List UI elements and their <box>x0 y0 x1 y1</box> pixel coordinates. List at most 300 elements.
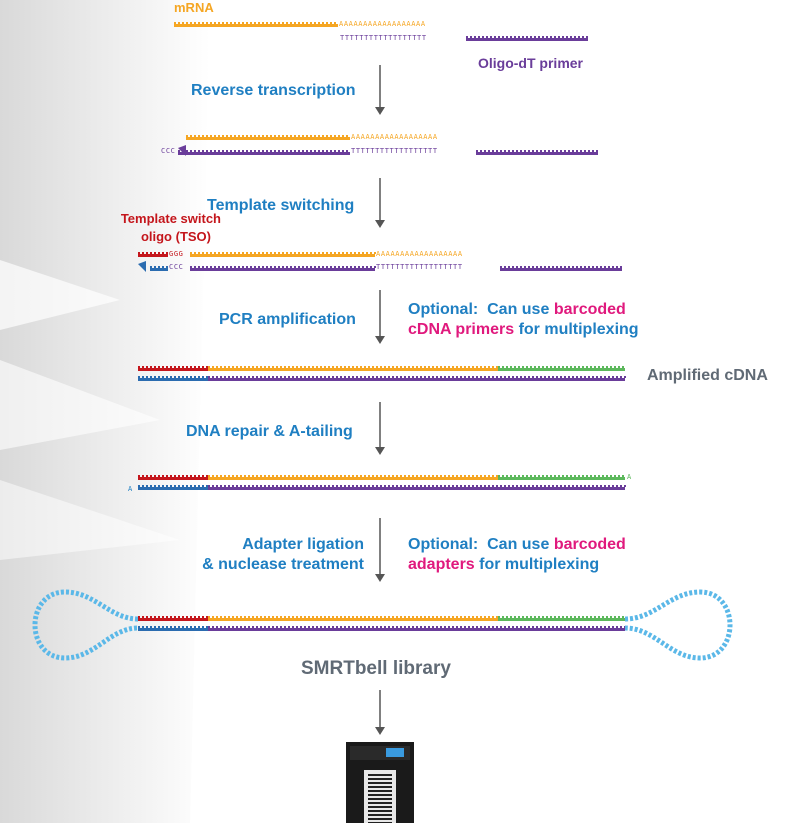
nucleotide-tick <box>202 376 204 378</box>
step-template-switching: Template switching <box>207 197 355 214</box>
nucleotide-tick <box>174 616 176 618</box>
nucleotide-tick <box>588 485 590 487</box>
nucleotide-tick <box>502 616 504 618</box>
nucleotide-tick <box>350 266 352 268</box>
nucleotide-tick <box>266 150 268 152</box>
nucleotide-tick <box>608 485 610 487</box>
nucleotide-tick <box>348 485 350 487</box>
nucleotide-tick <box>186 366 188 368</box>
ccc-2: CCC <box>161 147 176 155</box>
nucleotide-tick <box>424 376 426 378</box>
nucleotide-tick <box>608 376 610 378</box>
nucleotide-tick <box>174 366 176 368</box>
nucleotide-tick <box>236 376 238 378</box>
nucleotide-tick <box>304 475 306 477</box>
nucleotide-tick <box>142 485 144 487</box>
nucleotide-tick <box>352 626 354 628</box>
nucleotide-tick <box>456 626 458 628</box>
nucleotide-tick <box>358 266 360 268</box>
nucleotide-tick <box>532 485 534 487</box>
nucleotide-tick <box>618 475 620 477</box>
cdna-strand-3 <box>190 268 375 271</box>
nucleotide-tick <box>452 485 454 487</box>
nucleotide-tick <box>246 135 248 137</box>
nucleotide-tick <box>436 485 438 487</box>
nucleotide-tick <box>428 376 430 378</box>
nucleotide-tick <box>620 626 622 628</box>
nucleotide-tick <box>582 616 584 618</box>
nucleotide-tick <box>580 150 582 152</box>
nucleotide-tick <box>182 475 184 477</box>
nucleotide-tick <box>236 616 238 618</box>
nucleotide-tick <box>416 626 418 628</box>
nucleotide-tick <box>376 366 378 368</box>
nucleotide-tick <box>352 485 354 487</box>
nucleotide-tick <box>584 626 586 628</box>
nucleotide-tick <box>162 266 164 268</box>
nucleotide-tick <box>570 366 572 368</box>
nucleotide-tick <box>598 475 600 477</box>
nucleotide-tick <box>162 252 164 254</box>
nucleotide-tick <box>244 475 246 477</box>
nucleotide-tick <box>596 485 598 487</box>
nucleotide-tick <box>616 376 618 378</box>
nucleotide-tick <box>258 150 260 152</box>
nucleotide-tick <box>516 266 518 268</box>
nucleotide-tick <box>294 22 296 24</box>
nucleotide-tick <box>578 616 580 618</box>
nucleotide-tick <box>256 366 258 368</box>
nucleotide-tick <box>552 150 554 152</box>
nucleotide-tick <box>424 626 426 628</box>
nucleotide-tick <box>302 22 304 24</box>
nucleotide-tick <box>258 266 260 268</box>
nucleotide-tick <box>340 366 342 368</box>
nucleotide-tick <box>404 616 406 618</box>
nucleotide-tick <box>330 266 332 268</box>
nucleotide-tick <box>206 626 208 628</box>
nucleotide-tick <box>586 366 588 368</box>
nucleotide-tick <box>138 485 140 487</box>
nucleotide-tick <box>538 475 540 477</box>
nucleotide-tick <box>492 485 494 487</box>
nucleotide-tick <box>432 475 434 477</box>
nucleotide-tick <box>536 266 538 268</box>
nucleotide-tick <box>522 36 524 38</box>
nucleotide-tick <box>206 376 208 378</box>
nucleotide-tick <box>228 475 230 477</box>
nucleotide-tick <box>142 616 144 618</box>
nucleotide-tick <box>370 266 372 268</box>
nucleotide-tick <box>256 485 258 487</box>
nucleotide-tick <box>518 616 520 618</box>
nucleotide-tick <box>224 475 226 477</box>
nucleotide-tick <box>624 485 626 487</box>
nucleotide-tick <box>538 616 540 618</box>
ligation-note-optional: Optional: <box>408 536 479 553</box>
nucleotide-tick <box>568 485 570 487</box>
nucleotide-tick <box>514 616 516 618</box>
nucleotide-tick <box>254 266 256 268</box>
nucleotide-tick <box>490 36 492 38</box>
nucleotide-tick <box>580 626 582 628</box>
nucleotide-tick <box>316 376 318 378</box>
nucleotide-tick <box>486 36 488 38</box>
nucleotide-tick <box>544 485 546 487</box>
nucleotide-tick <box>342 266 344 268</box>
nucleotide-tick <box>288 485 290 487</box>
nucleotide-tick <box>356 366 358 368</box>
nucleotide-tick <box>550 475 552 477</box>
nucleotide-tick <box>276 485 278 487</box>
nucleotide-tick <box>376 475 378 477</box>
nucleotide-tick <box>578 366 580 368</box>
nucleotide-tick <box>560 485 562 487</box>
nucleotide-tick <box>210 266 212 268</box>
nucleotide-tick <box>218 150 220 152</box>
nucleotide-tick <box>416 366 418 368</box>
pcr-note-can-use: Can use <box>487 301 550 318</box>
nucleotide-tick <box>312 616 314 618</box>
nucleotide-tick <box>194 376 196 378</box>
nucleotide-tick <box>230 150 232 152</box>
nucleotide-tick <box>552 626 554 628</box>
nucleotide-tick <box>210 252 212 254</box>
nucleotide-tick <box>194 22 196 24</box>
nucleotide-tick <box>594 616 596 618</box>
nucleotide-tick <box>452 376 454 378</box>
nucleotide-tick <box>562 475 564 477</box>
nucleotide-tick <box>270 22 272 24</box>
nucleotide-tick <box>512 376 514 378</box>
nucleotide-tick <box>256 626 258 628</box>
nucleotide-tick <box>236 485 238 487</box>
nucleotide-tick <box>314 266 316 268</box>
nucleotide-tick <box>464 366 466 368</box>
nucleotide-tick <box>412 366 414 368</box>
nucleotide-tick <box>526 616 528 618</box>
nucleotide-tick <box>166 616 168 618</box>
nucleotide-tick <box>324 485 326 487</box>
nucleotide-tick <box>142 626 144 628</box>
nucleotide-tick <box>262 150 264 152</box>
nucleotide-tick <box>298 252 300 254</box>
nucleotide-tick <box>468 626 470 628</box>
nucleotide-tick <box>268 485 270 487</box>
nucleotide-tick <box>292 376 294 378</box>
nucleotide-tick <box>580 266 582 268</box>
nucleotide-tick <box>376 616 378 618</box>
nucleotide-tick <box>502 36 504 38</box>
nucleotide-tick <box>480 366 482 368</box>
nucleotide-tick <box>338 135 340 137</box>
nucleotide-tick <box>552 376 554 378</box>
nucleotide-tick <box>508 626 510 628</box>
nucleotide-tick <box>546 475 548 477</box>
nucleotide-tick <box>562 616 564 618</box>
nucleotide-tick <box>264 366 266 368</box>
nucleotide-tick <box>420 626 422 628</box>
nucleotide-tick <box>278 266 280 268</box>
nucleotide-tick <box>186 485 188 487</box>
nucleotide-tick <box>194 626 196 628</box>
nucleotide-tick <box>606 616 608 618</box>
nucleotide-tick <box>456 366 458 368</box>
nucleotide-tick <box>186 150 188 152</box>
nucleotide-tick <box>166 485 168 487</box>
nucleotide-tick <box>194 135 196 137</box>
ligation-note-line2 <box>408 555 599 574</box>
nucleotide-tick <box>306 150 308 152</box>
nucleotide-tick <box>270 150 272 152</box>
nucleotide-tick <box>252 475 254 477</box>
nucleotide-tick <box>286 266 288 268</box>
ligation-note-adapters: adapters <box>408 556 475 573</box>
sequencer-vent <box>368 818 392 820</box>
left-hairpin-adapter <box>35 592 138 658</box>
nucleotide-tick <box>300 626 302 628</box>
nucleotide-tick <box>138 366 140 368</box>
nucleotide-tick <box>308 626 310 628</box>
nucleotide-tick <box>356 626 358 628</box>
nucleotide-tick <box>332 485 334 487</box>
nucleotide-tick <box>532 376 534 378</box>
nucleotide-tick <box>318 252 320 254</box>
polyt-2: TTTTTTTTTTTTTTTTTT <box>351 147 438 155</box>
nucleotide-tick <box>488 485 490 487</box>
nucleotide-tick <box>540 150 542 152</box>
nucleotide-tick <box>150 376 152 378</box>
nucleotide-tick <box>340 376 342 378</box>
oligo-dt-strand-3 <box>500 268 622 271</box>
nucleotide-tick <box>476 616 478 618</box>
nucleotide-tick <box>524 626 526 628</box>
nucleotide-tick <box>308 616 310 618</box>
nucleotide-tick <box>384 616 386 618</box>
nucleotide-tick <box>452 366 454 368</box>
nucleotide-tick <box>302 252 304 254</box>
nucleotide-tick <box>416 376 418 378</box>
nucleotide-tick <box>186 616 188 618</box>
nucleotide-tick <box>550 616 552 618</box>
nucleotide-tick <box>464 485 466 487</box>
nucleotide-tick <box>236 475 238 477</box>
nucleotide-tick <box>320 366 322 368</box>
nucleotide-tick <box>554 366 556 368</box>
nucleotide-tick <box>310 150 312 152</box>
nucleotide-tick <box>420 616 422 618</box>
nucleotide-tick <box>372 616 374 618</box>
nucleotide-tick <box>224 626 226 628</box>
nucleotide-tick <box>242 266 244 268</box>
nucleotide-tick <box>182 366 184 368</box>
nucleotide-tick <box>612 376 614 378</box>
nucleotide-tick <box>260 475 262 477</box>
nucleotide-tick <box>332 376 334 378</box>
nucleotide-tick <box>320 616 322 618</box>
nucleotide-tick <box>564 626 566 628</box>
nucleotide-tick <box>360 626 362 628</box>
nucleotide-tick <box>372 626 374 628</box>
nucleotide-tick <box>492 376 494 378</box>
nucleotide-tick <box>206 475 208 477</box>
nucleotide-tick <box>584 266 586 268</box>
nucleotide-tick <box>294 266 296 268</box>
nucleotide-tick <box>290 135 292 137</box>
nucleotide-tick <box>336 616 338 618</box>
nucleotide-tick <box>202 366 204 368</box>
nucleotide-tick <box>332 616 334 618</box>
amp-red <box>138 368 208 371</box>
nucleotide-tick <box>444 626 446 628</box>
nucleotide-tick <box>558 475 560 477</box>
polyt-1: TTTTTTTTTTTTTTTTTT <box>340 34 427 42</box>
nucleotide-tick <box>614 616 616 618</box>
nucleotide-tick <box>296 485 298 487</box>
nucleotide-tick <box>186 626 188 628</box>
nucleotide-tick <box>492 475 494 477</box>
nucleotide-tick <box>262 22 264 24</box>
nucleotide-tick <box>472 475 474 477</box>
nucleotide-tick <box>534 616 536 618</box>
nucleotide-tick <box>328 626 330 628</box>
nucleotide-tick <box>536 626 538 628</box>
nucleotide-tick <box>288 366 290 368</box>
nucleotide-tick <box>604 266 606 268</box>
nucleotide-tick <box>396 366 398 368</box>
nucleotide-tick <box>368 475 370 477</box>
nucleotide-tick <box>590 366 592 368</box>
nucleotide-tick <box>520 376 522 378</box>
nucleotide-tick <box>190 22 192 24</box>
nucleotide-tick <box>448 626 450 628</box>
nucleotide-tick <box>190 135 192 137</box>
nucleotide-tick <box>202 616 204 618</box>
nucleotide-tick <box>190 626 192 628</box>
pcr-note-line1 <box>408 300 626 319</box>
nucleotide-tick <box>214 266 216 268</box>
nucleotide-tick <box>602 366 604 368</box>
nucleotide-tick <box>558 36 560 38</box>
nucleotide-tick <box>166 252 168 254</box>
nucleotide-tick <box>356 485 358 487</box>
nucleotide-tick <box>540 626 542 628</box>
nucleotide-tick <box>516 150 518 152</box>
nucleotide-tick <box>400 366 402 368</box>
nucleotide-tick <box>576 376 578 378</box>
nucleotide-tick <box>594 366 596 368</box>
sequencer-vent <box>368 814 392 816</box>
nucleotide-tick <box>528 150 530 152</box>
nucleotide-tick <box>228 626 230 628</box>
nucleotide-tick <box>146 366 148 368</box>
nucleotide-tick <box>162 376 164 378</box>
polya-tail-3: AAAAAAAAAAAAAAAAAA <box>376 250 463 258</box>
nucleotide-tick <box>526 475 528 477</box>
nucleotide-tick <box>288 626 290 628</box>
nucleotide-tick <box>388 366 390 368</box>
nucleotide-tick <box>500 376 502 378</box>
nucleotide-tick <box>500 150 502 152</box>
nucleotide-tick <box>292 485 294 487</box>
nucleotide-tick <box>546 616 548 618</box>
nucleotide-tick <box>292 626 294 628</box>
nucleotide-tick <box>326 135 328 137</box>
nucleotide-tick <box>212 475 214 477</box>
nucleotide-tick <box>268 616 270 618</box>
nucleotide-tick <box>326 266 328 268</box>
nucleotide-tick <box>212 485 214 487</box>
nucleotide-tick <box>268 475 270 477</box>
nucleotide-tick <box>216 376 218 378</box>
nucleotide-tick <box>278 252 280 254</box>
nucleotide-tick <box>522 366 524 368</box>
nucleotide-tick <box>322 135 324 137</box>
nucleotide-tick <box>504 626 506 628</box>
nucleotide-tick <box>408 376 410 378</box>
nucleotide-tick <box>250 135 252 137</box>
nucleotide-tick <box>288 616 290 618</box>
nucleotide-tick <box>334 252 336 254</box>
nucleotide-tick <box>572 150 574 152</box>
nucleotide-tick <box>404 626 406 628</box>
nucleotide-tick <box>596 376 598 378</box>
nucleotide-tick <box>588 626 590 628</box>
nucleotide-tick <box>316 475 318 477</box>
nucleotide-tick <box>212 366 214 368</box>
nucleotide-tick <box>286 22 288 24</box>
nucleotide-tick <box>276 475 278 477</box>
nucleotide-tick <box>316 485 318 487</box>
nucleotide-tick <box>190 485 192 487</box>
nucleotide-tick <box>208 616 210 618</box>
nucleotide-tick <box>360 485 362 487</box>
nucleotide-tick <box>570 36 572 38</box>
nucleotide-tick <box>312 626 314 628</box>
nucleotide-tick <box>206 150 208 152</box>
nucleotide-tick <box>178 22 180 24</box>
nucleotide-tick <box>286 252 288 254</box>
nucleotide-tick <box>620 266 622 268</box>
nucleotide-tick <box>324 626 326 628</box>
nucleotide-tick <box>436 616 438 618</box>
nucleotide-tick <box>596 150 598 152</box>
nucleotide-tick <box>510 366 512 368</box>
nucleotide-tick <box>364 626 366 628</box>
nucleotide-tick <box>404 485 406 487</box>
nucleotide-tick <box>542 366 544 368</box>
nucleotide-tick <box>158 376 160 378</box>
nucleotide-tick <box>484 475 486 477</box>
nucleotide-tick <box>600 485 602 487</box>
nucleotide-tick <box>388 485 390 487</box>
nucleotide-tick <box>512 266 514 268</box>
nucleotide-tick <box>456 376 458 378</box>
nucleotide-tick <box>158 616 160 618</box>
nucleotide-tick <box>440 475 442 477</box>
nucleotide-tick <box>178 626 180 628</box>
nucleotide-tick <box>216 366 218 368</box>
nucleotide-tick <box>572 266 574 268</box>
nucleotide-tick <box>552 485 554 487</box>
nucleotide-tick <box>444 376 446 378</box>
nucleotide-tick <box>194 475 196 477</box>
nucleotide-tick <box>448 376 450 378</box>
nucleotide-tick <box>500 626 502 628</box>
nucleotide-tick <box>428 485 430 487</box>
nucleotide-tick <box>166 626 168 628</box>
nucleotide-tick <box>518 366 520 368</box>
